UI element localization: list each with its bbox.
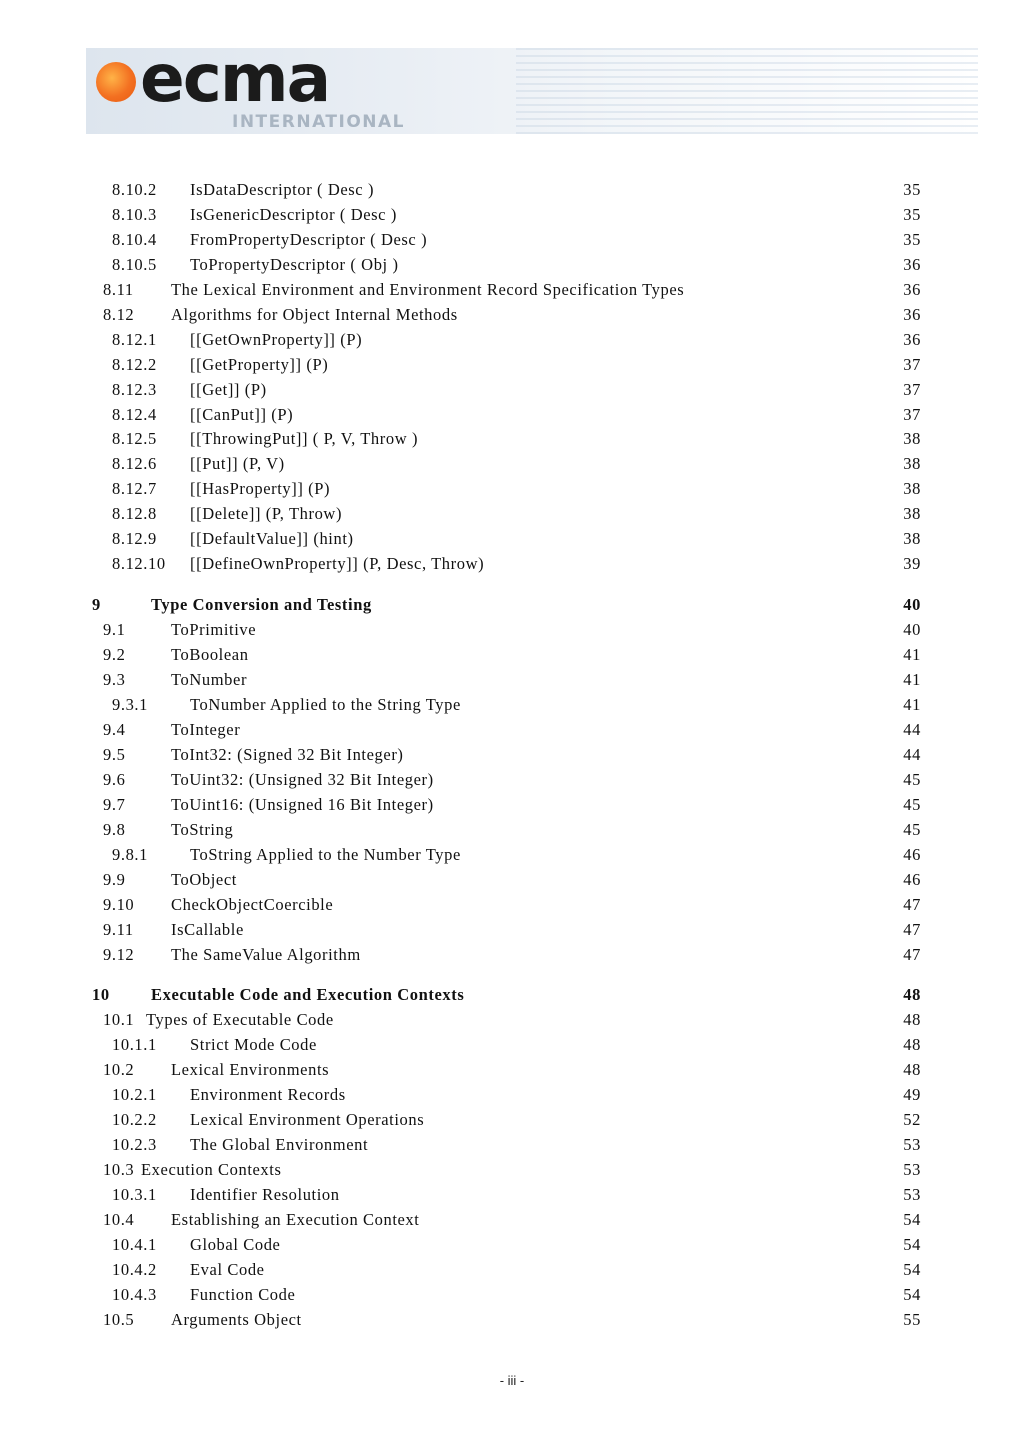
- toc-page-number: 53: [903, 1135, 921, 1154]
- toc-section-title: Environment Records: [190, 1085, 346, 1104]
- toc-section-number: 9.5: [103, 745, 126, 764]
- toc-row[interactable]: [0, 204, 1024, 226]
- toc-section-title: The Global Environment: [190, 1135, 369, 1154]
- toc-page-number: 36: [903, 330, 921, 349]
- toc-section-title: ToObject: [171, 870, 237, 889]
- toc-section-title: [[DefineOwnProperty]] (P, Desc, Throw): [190, 554, 485, 573]
- toc-row[interactable]: [0, 179, 1024, 201]
- toc-section-title: ToPropertyDescriptor ( Obj ): [190, 255, 399, 274]
- toc-row[interactable]: [0, 229, 1024, 251]
- toc-section-number: 9.8.1: [112, 845, 148, 864]
- toc-chapter-row[interactable]: [0, 594, 1024, 616]
- toc-row[interactable]: [0, 919, 1024, 941]
- toc-row[interactable]: [0, 354, 1024, 376]
- toc-section-title: Strict Mode Code: [190, 1035, 317, 1054]
- toc-section-number: 10.4.2: [112, 1260, 157, 1279]
- toc-section-number: 10.2: [103, 1060, 135, 1079]
- toc-page-number: 54: [903, 1285, 921, 1304]
- toc-section-title: Identifier Resolution: [190, 1185, 340, 1204]
- toc-section-number: 10.3.1: [112, 1185, 157, 1204]
- toc-page-number: 54: [903, 1210, 921, 1229]
- toc-page-number: 54: [903, 1235, 921, 1254]
- toc-section-number: 9.12: [103, 945, 135, 964]
- toc-section-title: The SameValue Algorithm: [171, 945, 361, 964]
- toc-section-title: IsDataDescriptor ( Desc ): [190, 180, 375, 199]
- toc-section-number: 10.3: [103, 1160, 135, 1179]
- toc-page-number: 55: [903, 1310, 921, 1329]
- toc-row[interactable]: [0, 1084, 1024, 1106]
- toc-row[interactable]: [0, 769, 1024, 791]
- toc-section-number: 10.5: [103, 1310, 135, 1329]
- toc-page-number: 35: [903, 180, 921, 199]
- toc-section-number: 9.1: [103, 620, 126, 639]
- toc-section-title: The Lexical Environment and Environment Record Specification Types: [171, 280, 685, 299]
- toc-section-number: 9.8: [103, 820, 126, 839]
- toc-section-title: Executable Code and Execution Contexts: [151, 985, 465, 1004]
- toc-row[interactable]: [0, 1134, 1024, 1156]
- toc-section-title: Lexical Environment Operations: [190, 1110, 425, 1129]
- toc-section-number: 8.10.2: [112, 180, 157, 199]
- toc-page-number: 48: [903, 1060, 921, 1079]
- toc-section-title: ToNumber Applied to the String Type: [190, 695, 461, 714]
- toc-section-title: IsGenericDescriptor ( Desc ): [190, 205, 397, 224]
- toc-row[interactable]: [0, 1209, 1024, 1231]
- toc-page-number: 41: [903, 670, 921, 689]
- toc-section-title: [[HasProperty]] (P): [190, 479, 331, 498]
- toc-page-number: 36: [903, 280, 921, 299]
- toc-row[interactable]: [0, 1159, 1024, 1181]
- toc-row[interactable]: [0, 894, 1024, 916]
- toc-section-title: ToString Applied to the Number Type: [190, 845, 461, 864]
- ecma-logo-wordmark: ecma: [140, 40, 330, 117]
- toc-page-number: 38: [903, 504, 921, 523]
- toc-section-number: 9.4: [103, 720, 126, 739]
- toc-section-title: FromPropertyDescriptor ( Desc ): [190, 230, 428, 249]
- toc-row[interactable]: [0, 1284, 1024, 1306]
- toc-row[interactable]: [0, 669, 1024, 691]
- toc-row[interactable]: [0, 644, 1024, 666]
- toc-section-number: 9.9: [103, 870, 126, 889]
- toc-section-title: Establishing an Execution Context: [171, 1210, 420, 1229]
- toc-section-number: 8.12.5: [112, 429, 157, 448]
- toc-page-number: 48: [903, 1010, 921, 1029]
- toc-section-title: [[Delete]] (P, Throw): [190, 504, 343, 523]
- toc-page-number: 41: [903, 695, 921, 714]
- toc-row[interactable]: [0, 869, 1024, 891]
- ecma-logo-dot-icon: [96, 62, 136, 102]
- toc-page-number: 53: [903, 1185, 921, 1204]
- page-number: - iii -: [499, 1373, 525, 1388]
- toc-section-number: 8.12.1: [112, 330, 157, 349]
- toc-page-number: 45: [903, 795, 921, 814]
- toc-section-number: 10: [92, 985, 110, 1004]
- toc-section-number: 8.12.4: [112, 405, 157, 424]
- toc-page-number: 36: [903, 255, 921, 274]
- toc-page-number: 41: [903, 645, 921, 664]
- toc-section-number: 9.6: [103, 770, 126, 789]
- toc-page-number: 46: [903, 845, 921, 864]
- toc-section-title: ToUint32: (Unsigned 32 Bit Integer): [171, 770, 434, 789]
- toc-row[interactable]: [0, 1309, 1024, 1331]
- toc-row[interactable]: [0, 744, 1024, 766]
- toc-section-title: ToPrimitive: [171, 620, 257, 639]
- toc-section-number: 10.2.3: [112, 1135, 157, 1154]
- toc-section-number: 8.12.3: [112, 380, 157, 399]
- toc-row[interactable]: [0, 719, 1024, 741]
- toc-page-number: 49: [903, 1085, 921, 1104]
- toc-section-title: ToInteger: [171, 720, 241, 739]
- toc-section-title: ToString: [171, 820, 234, 839]
- toc-section-number: 9.3.1: [112, 695, 148, 714]
- toc-section-title: [[Put]] (P, V): [190, 454, 285, 473]
- toc-section-number: 8.10.3: [112, 205, 157, 224]
- toc-section-number: 9.10: [103, 895, 135, 914]
- toc-section-number: 8.12.6: [112, 454, 157, 473]
- toc-section-title: [[Get]] (P): [190, 380, 267, 399]
- toc-section-number: 9.7: [103, 795, 126, 814]
- toc-page-number: 48: [903, 985, 921, 1004]
- toc-section-title: ToNumber: [171, 670, 248, 689]
- toc-page-number: 44: [903, 745, 921, 764]
- toc-section-number: 9: [92, 595, 101, 614]
- toc-row[interactable]: [0, 304, 1024, 326]
- toc-page-number: 38: [903, 479, 921, 498]
- toc-section-title: ToInt32: (Signed 32 Bit Integer): [171, 745, 404, 764]
- toc-row[interactable]: [0, 1059, 1024, 1081]
- toc-row[interactable]: [0, 944, 1024, 966]
- toc-row[interactable]: [0, 528, 1024, 550]
- toc-page-number: 38: [903, 529, 921, 548]
- toc-section-title: Algorithms for Object Internal Methods: [171, 305, 458, 324]
- toc-row[interactable]: [0, 503, 1024, 525]
- toc-section-title: Execution Contexts: [141, 1160, 282, 1179]
- toc-row[interactable]: [0, 1259, 1024, 1281]
- toc-row[interactable]: [0, 819, 1024, 841]
- toc-section-number: 10.1: [103, 1010, 135, 1029]
- toc-section-title: [[DefaultValue]] (hint): [190, 529, 354, 548]
- toc-page-number: 35: [903, 205, 921, 224]
- toc-section-number: 9.2: [103, 645, 126, 664]
- toc-section-number: 8.12.10: [112, 554, 166, 573]
- toc-section-title: Global Code: [190, 1235, 281, 1254]
- toc-page-number: 45: [903, 770, 921, 789]
- ecma-logo-subtitle: INTERNATIONAL: [232, 112, 406, 132]
- toc-row[interactable]: [0, 619, 1024, 641]
- toc-section-number: 10.1.1: [112, 1035, 157, 1054]
- toc-section-number: 8.11: [103, 280, 134, 299]
- toc-section-title: Function Code: [190, 1285, 296, 1304]
- toc-page-number: 47: [903, 945, 921, 964]
- toc-chapter-row[interactable]: [0, 984, 1024, 1006]
- toc-section-number: 8.12: [103, 305, 135, 324]
- toc-page-number: 39: [903, 554, 921, 573]
- toc-section-title: [[GetOwnProperty]] (P): [190, 330, 363, 349]
- toc-row[interactable]: [0, 1184, 1024, 1206]
- toc-section-number: 8.12.9: [112, 529, 157, 548]
- toc-section-title: Arguments Object: [171, 1310, 302, 1329]
- toc-section-number: 8.10.5: [112, 255, 157, 274]
- toc-row[interactable]: [0, 379, 1024, 401]
- toc-section-title: Lexical Environments: [171, 1060, 330, 1079]
- toc-section-title: ToBoolean: [171, 645, 249, 664]
- toc-row[interactable]: [0, 279, 1024, 301]
- toc-page-number: 47: [903, 920, 921, 939]
- toc-section-number: 10.2.1: [112, 1085, 157, 1104]
- toc-section-number: 10.2.2: [112, 1110, 157, 1129]
- toc-section-title: ToUint16: (Unsigned 16 Bit Integer): [171, 795, 434, 814]
- toc-section-number: 10.4.1: [112, 1235, 157, 1254]
- toc-page-number: 37: [903, 355, 921, 374]
- toc-page-number: 45: [903, 820, 921, 839]
- header-stripes: [516, 48, 978, 134]
- toc-page-number: 36: [903, 305, 921, 324]
- toc-row[interactable]: [0, 428, 1024, 450]
- toc-page-number: 44: [903, 720, 921, 739]
- toc-page-number: 54: [903, 1260, 921, 1279]
- toc-row[interactable]: [0, 694, 1024, 716]
- toc-section-number: 9.3: [103, 670, 126, 689]
- toc-page-number: 47: [903, 895, 921, 914]
- toc-section-number: 8.10.4: [112, 230, 157, 249]
- toc-row[interactable]: [0, 1034, 1024, 1056]
- toc-page-number: 48: [903, 1035, 921, 1054]
- toc-section-number: 10.4: [103, 1210, 135, 1229]
- toc-page-number: 40: [903, 595, 921, 614]
- toc-section-title: [[CanPut]] (P): [190, 405, 294, 424]
- toc-section-title: [[ThrowingPut]] ( P, V, Throw ): [190, 429, 419, 448]
- toc-section-title: [[GetProperty]] (P): [190, 355, 329, 374]
- toc-section-title: Type Conversion and Testing: [151, 595, 372, 614]
- toc-page-number: 38: [903, 454, 921, 473]
- toc-page-number: 40: [903, 620, 921, 639]
- toc-row[interactable]: [0, 1009, 1024, 1031]
- toc-row[interactable]: [0, 254, 1024, 276]
- toc-section-number: 9.11: [103, 920, 134, 939]
- toc-section-number: 10.4.3: [112, 1285, 157, 1304]
- toc-page-number: 46: [903, 870, 921, 889]
- toc-row[interactable]: [0, 453, 1024, 475]
- toc-page-number: 38: [903, 429, 921, 448]
- toc-row[interactable]: [0, 794, 1024, 816]
- toc-row[interactable]: [0, 553, 1024, 575]
- toc-page-number: 53: [903, 1160, 921, 1179]
- toc-page-number: 37: [903, 380, 921, 399]
- toc-section-number: 8.12.8: [112, 504, 157, 523]
- toc-page-number: 37: [903, 405, 921, 424]
- toc-row[interactable]: [0, 404, 1024, 426]
- toc-row[interactable]: [0, 844, 1024, 866]
- toc-page-number: 52: [903, 1110, 921, 1129]
- toc-section-number: 8.12.7: [112, 479, 157, 498]
- toc-row[interactable]: [0, 1234, 1024, 1256]
- toc-row[interactable]: [0, 478, 1024, 500]
- toc-section-title: IsCallable: [171, 920, 244, 939]
- toc-row[interactable]: [0, 329, 1024, 351]
- toc-section-number: 8.12.2: [112, 355, 157, 374]
- toc-row[interactable]: [0, 1109, 1024, 1131]
- toc-page-number: 35: [903, 230, 921, 249]
- toc-section-title: Eval Code: [190, 1260, 265, 1279]
- toc-section-title: CheckObjectCoercible: [171, 895, 334, 914]
- toc-section-title: Types of Executable Code: [146, 1010, 334, 1029]
